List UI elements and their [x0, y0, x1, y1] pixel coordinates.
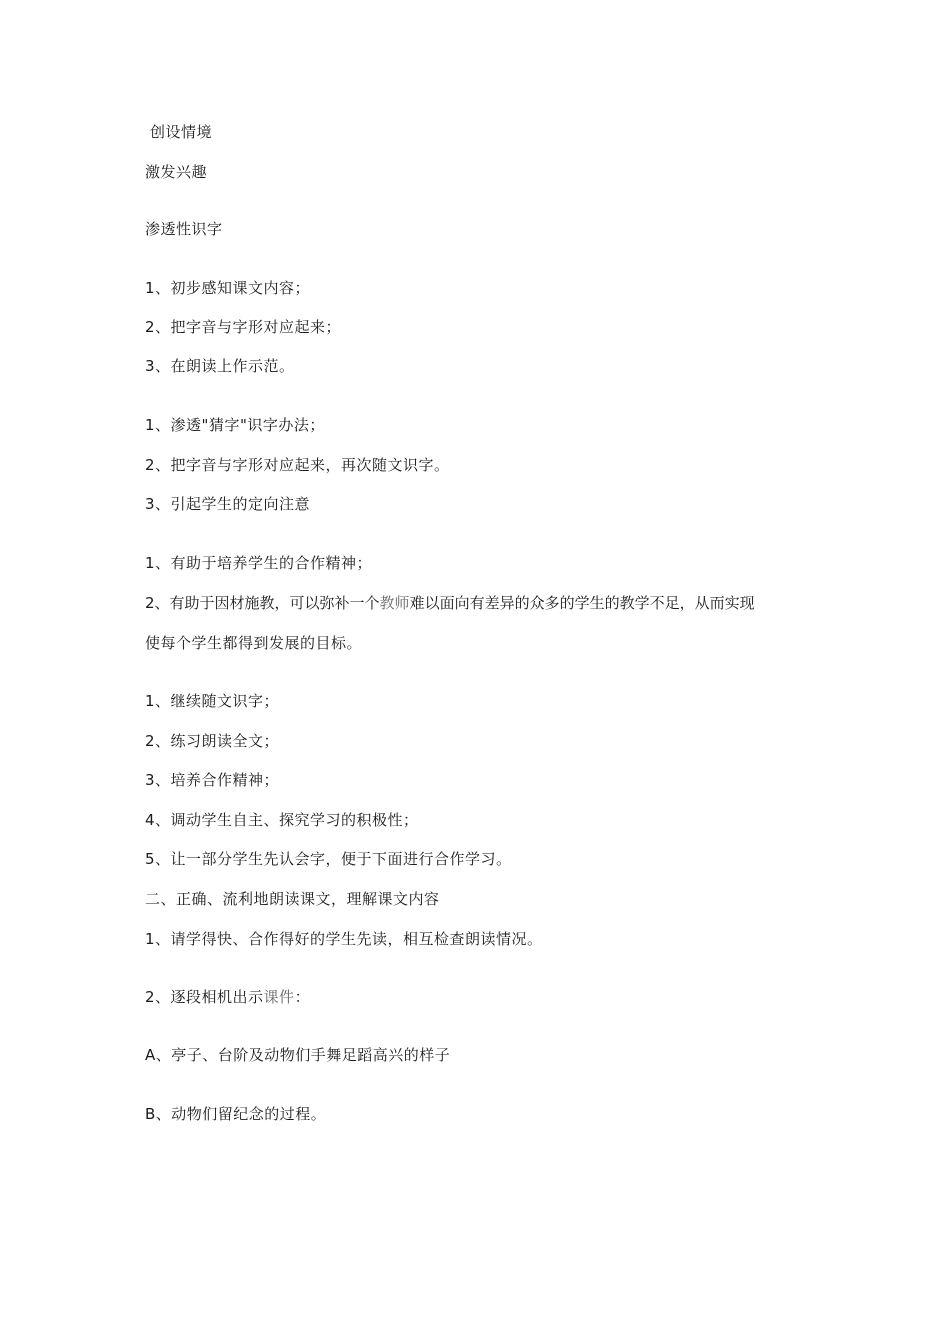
list-item-text: ： — [294, 988, 311, 1006]
list-item: 4、调动学生自主、探究学习的积极性； — [145, 811, 419, 829]
list-item: 1、请学得快、合作得好的学生先读，相互检查朗读情况。 — [145, 930, 543, 948]
list-item: B、动物们留纪念的过程。 — [145, 1105, 327, 1123]
list-item: 5、让一部分学生先认会字，便于下面进行合作学习。 — [145, 850, 512, 868]
heading-stimulate-interest: 激发兴趣 — [145, 163, 208, 181]
heading-infiltrative-literacy: 渗透性识字 — [145, 220, 223, 238]
list-item: 2、练习朗读全文； — [145, 732, 280, 750]
list-item: 1、初步感知课文内容； — [145, 279, 311, 297]
list-item: 3、引起学生的定向注意 — [145, 495, 311, 513]
teacher-link[interactable]: 教师 — [379, 594, 410, 612]
section-title: 二、正确、流利地朗读课文，理解课文内容 — [145, 890, 440, 908]
list-item: 2、把字音与字形对应起来； — [145, 318, 342, 336]
list-item: 3、培养合作精神； — [145, 771, 280, 789]
list-item: A、亭子、台阶及动物们手舞足蹈高兴的样子 — [145, 1046, 451, 1064]
list-item-text: 难以面向有差异的众多的学生的教学不足，从而实现 — [409, 594, 755, 612]
list-item-continuation: 使每个学生都得到发展的目标。 — [145, 634, 363, 652]
list-item — [145, 987, 310, 1007]
list-item: 1、渗透"猜字"识字办法； — [145, 416, 325, 434]
heading-create-scene: 创设情境 — [150, 123, 213, 141]
list-item-text: 2、有助于因材施教，可以弥补一个 — [145, 594, 380, 612]
list-item-text: 2、逐段相机出示 — [145, 988, 264, 1006]
list-item-long — [145, 593, 755, 613]
list-item: 1、继续随文识字； — [145, 692, 280, 710]
list-item: 1、有助于培养学生的合作精神； — [145, 554, 373, 572]
list-item: 3、在朗读上作示范。 — [145, 357, 295, 375]
courseware-link[interactable]: 课件 — [263, 988, 295, 1006]
list-item: 2、把字音与字形对应起来，再次随文识字。 — [145, 456, 450, 474]
